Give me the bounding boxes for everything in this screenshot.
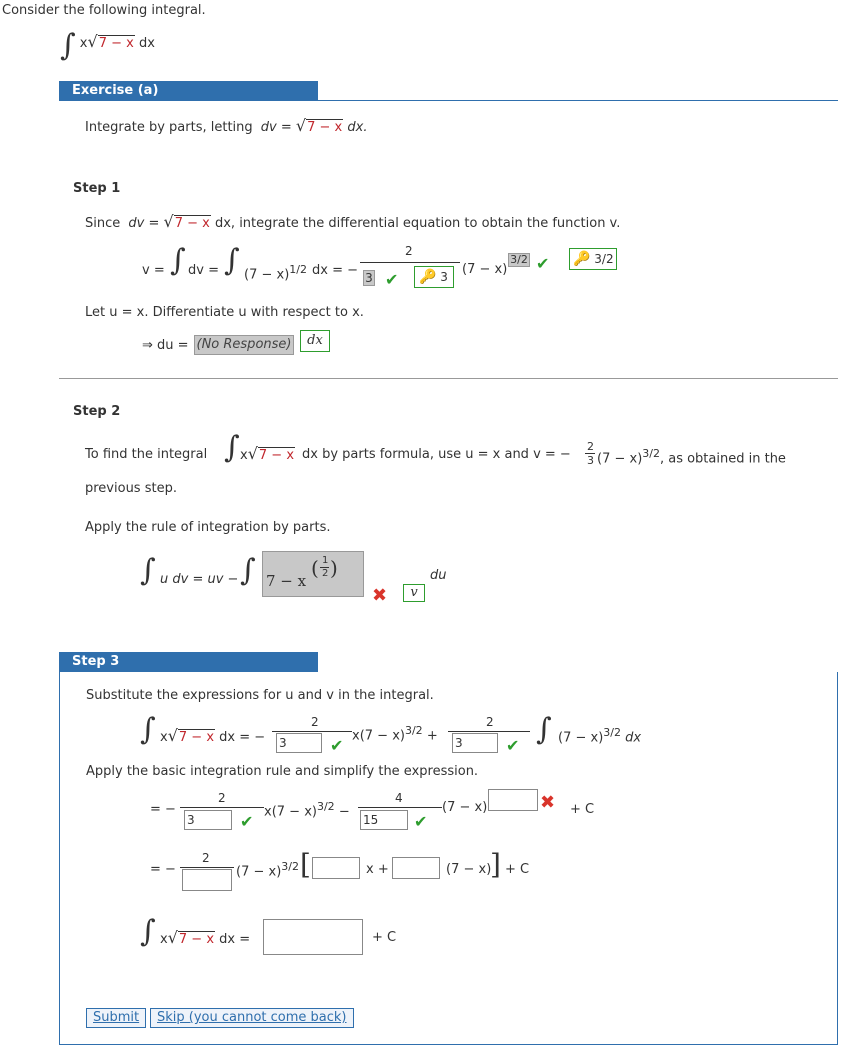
check-icon: ✔ (385, 270, 399, 289)
step3-final-input[interactable] (263, 919, 363, 955)
step1-let-u: Let u = x. Differentiate u with respect to x. (85, 305, 364, 320)
integral-sign: ∫ (224, 430, 240, 465)
step3-d3-input[interactable]: 3 (184, 810, 232, 830)
step3-substitute: Substitute the expressions for u and v in the integral. (86, 688, 434, 703)
plus-c: + C (570, 802, 595, 817)
fraction-bar (180, 807, 264, 808)
key-icon: 🔑 (573, 251, 591, 267)
step3-d4-input[interactable]: 15 (360, 810, 408, 830)
sqrt: √7 − x (87, 32, 134, 51)
step3-n4: 4 (395, 791, 403, 805)
step1-after-frac: (7 − x) (462, 262, 508, 277)
step1-since: Since dv = √7 − x dx, integrate the differential equation to obtain the function v. (85, 212, 621, 231)
integral-sign: ∫ (240, 553, 256, 588)
fraction-bar (360, 262, 460, 263)
check-icon: ✔ (536, 254, 550, 273)
step3-n1: 2 (311, 715, 319, 729)
integral-sign: ∫ (60, 28, 76, 63)
step3-exp4-input[interactable] (488, 789, 538, 811)
step3-n3: 2 (218, 791, 226, 805)
v-eq: v = (142, 263, 165, 278)
check-icon: ✔ (330, 736, 344, 755)
right-bracket: ] (490, 848, 501, 881)
step1-exp-answer: 3/2 (508, 253, 530, 267)
check-icon: ✔ (506, 736, 520, 755)
fraction-bar (180, 867, 234, 868)
step3-d1-input[interactable]: 3 (276, 733, 322, 753)
cross-icon: ✖ (372, 585, 388, 606)
submit-button[interactable]: Submit (86, 1008, 146, 1028)
problem-integral: ∫ x√7 − x dx (60, 28, 155, 63)
step3-x-plus: x + (366, 862, 389, 877)
exercise-instruction: Integrate by parts, letting dv = √7 − x dx. (85, 116, 368, 135)
step3-n2: 2 (486, 715, 494, 729)
step3-final-lhs: x√7 − x dx = (160, 928, 251, 947)
step1-denom-correct: 🔑 3 (414, 266, 454, 288)
integral-sign: ∫ (140, 712, 156, 747)
left-bracket: [ (300, 848, 311, 881)
step2-du: du (430, 568, 447, 583)
integral-sign: ∫ (536, 712, 552, 747)
step3-mid4: (7 − x) (442, 800, 488, 815)
integral-sign: ∫ (140, 914, 156, 949)
step2-frac-den: 3 (587, 454, 594, 467)
step2-find-suffix: dx by parts formula, use u = x and v = − (302, 447, 571, 462)
check-icon: ✔ (240, 812, 254, 831)
plus-c: + C (505, 862, 530, 877)
step1-denom-answer: 3 (363, 270, 375, 286)
step3-apply: Apply the basic integration rule and simplify the expression. (86, 764, 479, 779)
step2-integrand: x√7 − x (240, 444, 295, 463)
problem-prompt: Consider the following integral. (2, 3, 206, 18)
du-response: (No Response) (194, 335, 294, 355)
step2-find-prefix: To find the integral (85, 447, 208, 462)
step3-coef1-input[interactable] (312, 857, 360, 879)
step1-exp-correct: 🔑 3/2 (569, 248, 617, 270)
check-icon: ✔ (414, 812, 428, 831)
cross-icon: ✖ (540, 792, 556, 813)
step3-lhs: x√7 − x dx = − (160, 726, 266, 745)
step2-answer-box: 7 − x ( 1 2 ) (262, 551, 364, 597)
step3-int-tail: $(7 - x)^{3/2}$ dx (558, 726, 642, 746)
exercise-header-line (318, 100, 838, 101)
step3-d5-input[interactable] (182, 869, 232, 891)
skip-button[interactable]: Skip (you cannot come back) (150, 1008, 354, 1028)
key-icon: 🔑 (419, 269, 437, 285)
du-correct: dx (300, 330, 330, 352)
integrand-x: x (79, 36, 88, 51)
step2-correct: v (403, 584, 425, 602)
step2-frac-num: 2 (587, 440, 594, 453)
step1-title: Step 1 (73, 181, 121, 196)
fraction-bar (272, 731, 352, 732)
step2-formula: u dv = uv − (160, 572, 239, 587)
dx-eq: dx = − (312, 263, 358, 278)
step3-eq2: = − (150, 862, 176, 877)
divider (59, 378, 838, 379)
step2-title: Step 2 (73, 404, 121, 419)
plus-c: + C (372, 930, 397, 945)
step1-integrand: $(7 - x)^{1/2}$ (244, 263, 307, 283)
exercise-header: Exercise (a) (59, 81, 318, 101)
step1-num: 2 (405, 244, 413, 258)
fraction-bar (358, 807, 442, 808)
step3-header: Step 3 (59, 652, 318, 672)
step3-mid3: $x(7 - x)^{3/2}$ − (264, 800, 350, 820)
fraction-bar (448, 731, 530, 732)
step3-n5: 2 (202, 851, 210, 865)
step3-coef2-input[interactable] (392, 857, 440, 879)
step3-mid5: $(7 - x)^{3/2}$ (236, 860, 299, 880)
dv-label: dv = (188, 263, 219, 278)
integral-sign: ∫ (140, 553, 156, 588)
step3-d2-input[interactable]: 3 (452, 733, 498, 753)
step3-eq1: = − (150, 802, 176, 817)
step2-previous: previous step. (85, 481, 177, 496)
integral-sign: ∫ (224, 243, 240, 278)
step2-apply: Apply the rule of integration by parts. (85, 520, 331, 535)
step3-mid1: $x(7 - x)^{3/2}$ + (352, 724, 438, 744)
step2-v-tail: $(7 - x)^{3/2}$, as obtained in the (597, 447, 786, 467)
integral-sign: ∫ (170, 243, 186, 278)
step3-paren: (7 − x) (446, 862, 492, 877)
du-prefix: ⇒ du = (142, 338, 189, 353)
